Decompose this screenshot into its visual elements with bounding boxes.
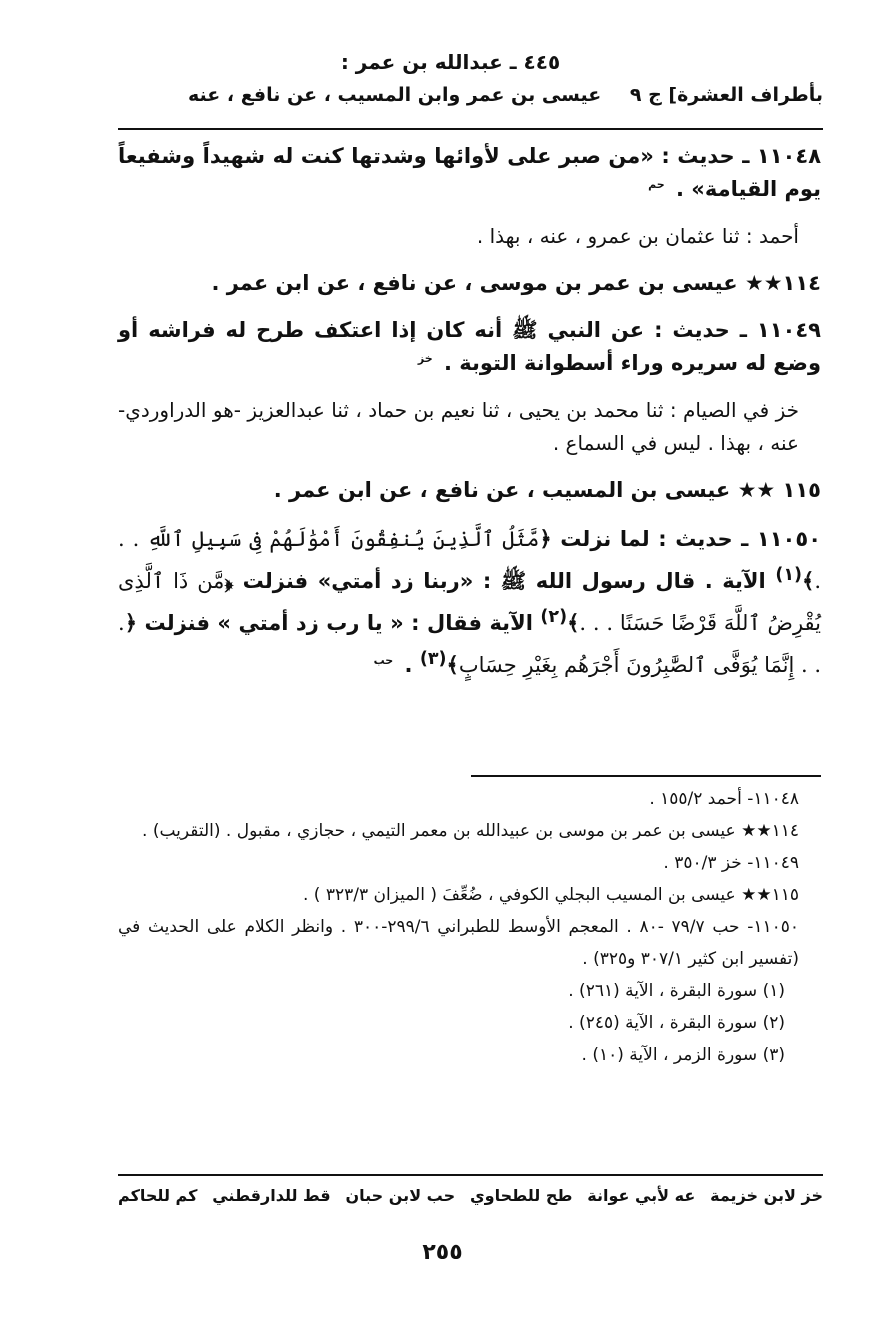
narrator-114: ١١٤★★ عيسى بن عمر بن موسى ، عن نافع ، عن ابن عمر . <box>211 271 821 295</box>
abbreviation: عه لأبي عوانة <box>587 1186 696 1205</box>
header-book-title: بأطراف العشرة] ج ٩ <box>629 84 823 106</box>
footnote-ref[interactable]: (٢) <box>540 607 568 627</box>
abbreviation-key <box>118 1186 823 1205</box>
page-number: ٢٥٥ <box>422 1240 463 1265</box>
footnote-ref[interactable]: (١) <box>775 565 803 585</box>
abbreviation: حب لابن حبان <box>345 1186 456 1205</box>
abbreviation-rule <box>118 1174 823 1176</box>
abbreviation: قط للدارقطني <box>212 1186 331 1205</box>
hadith-number: ١١٠٤٨ ـ <box>742 144 822 168</box>
header-chain: عيسى بن عمر وابن المسيب ، عن نافع ، عنه <box>188 84 602 106</box>
abbreviation: طح للطحاوي <box>469 1186 573 1205</box>
footnote: ١١٠٤٩- خز ٣٥٠/٣ . <box>663 853 799 873</box>
source-code: خز <box>417 352 433 365</box>
source-code: حب <box>373 654 394 667</box>
hadith-11050: ١١٠٥٠ ـ حديث : لما نزلت ﴿مَّثَلُ ٱلَّذِينَ يُنفِقُونَ أَمْوَٰلَهُمْ فِى سَبِيلِ ٱللَّهِ . . .﴾$^{(١)}$ الآية . قال رسول الله ﷺ : «ربنا زد أمتي» فنزلت ﴿مَّن ذَا ٱلَّذِى يُقْرِضُ ٱللَّهَ قَرْضًا حَسَنًا . . .﴾$^{(٢)}$ الآية فقال : « يا رب زد أمتي » فنزلت ﴿. . . إِنَّمَا يُوَفَّى ٱلصَّٰبِرُونَ أَجْرَهُم بِغَيْرِ حِسَابٍ﴾$^{(٣)}$ . $^{حب}$ <box>118 527 822 677</box>
hadith-text: حديث : «من صبر على لأوائها وشدتها كنت له شهيداً وشفيعاً يوم القيامة» . <box>118 144 821 201</box>
narrator-115: ١١٥ ★★ عيسى بن المسيب ، عن نافع ، عن ابن عمر . <box>273 478 821 502</box>
footnote: ١١٠٤٨- أحمد ١٥٥/٢ . <box>649 789 799 809</box>
hadith-source: خز في الصيام : ثنا محمد بن يحيى ، ثنا نعيم بن حماد ، ثنا عبدالعزيز -هو الدراوردي- عنه ، بهذا . ليس في السماع . <box>118 398 799 455</box>
abbreviation: خز لابن خزيمة <box>710 1186 823 1205</box>
footnote: ١١٠٥٠- حب ٧٩/٧ -٨٠ . المعجم الأوسط للطبراني ٢٩٩/٦-٣٠٠ . وانظر الكلام على الحديث في (تفسير ابن كثير ٣٠٧/١ و٣٢٥) . <box>118 917 799 969</box>
main-text <box>118 140 821 697</box>
hadith-text-part: الآية . قال رسول الله ﷺ : «ربنا زد أمتي» فنزلت <box>242 569 766 593</box>
header-subtitle: ٤٤٥ ـ عبدالله بن عمر : <box>340 50 561 74</box>
footnote: (٣) سورة الزمر ، الآية (١٠) . <box>581 1045 785 1065</box>
hadith-11048 <box>118 140 821 206</box>
hadith-source: أحمد : ثنا عثمان بن عمرو ، عنه ، بهذا . <box>476 224 799 248</box>
footnote: (١) سورة البقرة ، الآية (٢٦١) . <box>568 981 785 1001</box>
hadith-text-part: الآية فقال : « يا رب زد أمتي » فنزلت <box>144 611 533 635</box>
source-code: حم <box>648 178 665 191</box>
header-rule <box>118 128 823 130</box>
hadith-text: حديث : عن النبي ﷺ أنه كان إذا اعتكف طرح له فراشه أو وضع له سريره وراء أسطوانة التوبة . <box>118 318 821 375</box>
footnote: ١١٥★★ عيسى بن المسيب البجلي الكوفي ، ضُعِّفَ ( الميزان ٣٢٣/٣ ) . <box>302 885 799 905</box>
hadith-number: ١١٠٥٠ ـ <box>741 527 822 551</box>
hadith-11049 <box>118 314 821 380</box>
footnote: (٢) سورة البقرة ، الآية (٢٤٥) . <box>568 1013 785 1033</box>
footnotes <box>118 783 821 1071</box>
abbreviation: كم للحاكم <box>118 1186 198 1205</box>
footnote-rule <box>471 775 821 777</box>
quran-verse: مَّثَلُ ٱلَّذِينَ يُنفِقُونَ أَمْوَٰلَهُمْ فِى سَبِيلِ ٱللَّهِ . . . <box>118 527 822 593</box>
page-header <box>118 50 823 120</box>
quran-verse: مَّن ذَا ٱلَّذِى يُقْرِضُ ٱللَّهَ قَرْضًا حَسَنًا . . . <box>118 569 822 635</box>
footnote: ١١٤★★ عيسى بن عمر بن موسى بن عبيدالله بن معمر التيمي ، حجازي ، مقبول . (التقريب) . <box>142 821 799 841</box>
quran-verse: . . . إِنَّمَا يُوَفَّى ٱلصَّٰبِرُونَ أَجْرَهُم بِغَيْرِ حِسَابٍ <box>118 611 821 677</box>
hadith-number: ١١٠٤٩ ـ <box>739 318 821 342</box>
hadith-text-part: حديث : لما نزلت <box>560 527 733 551</box>
footnote-ref[interactable]: (٣) <box>419 649 447 669</box>
